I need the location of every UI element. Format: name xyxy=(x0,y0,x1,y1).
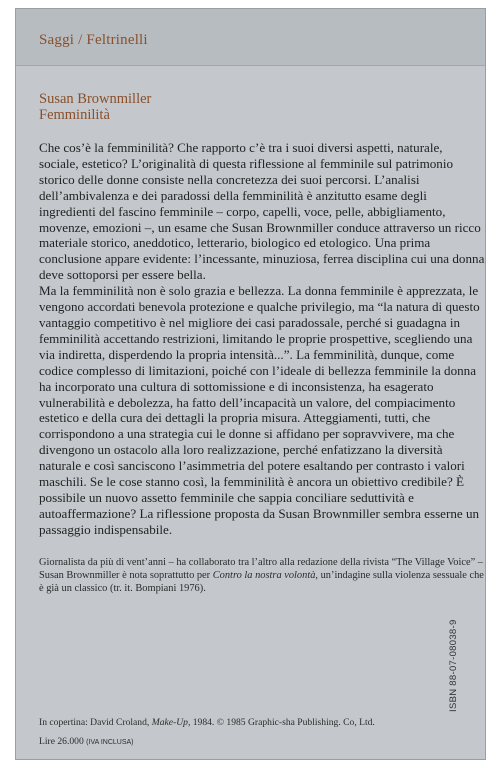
price-value: Lire 26.000 xyxy=(39,736,84,747)
book-title: Femminilità xyxy=(39,107,110,123)
bio-work-title: Contro la nostra volontà xyxy=(212,570,316,581)
series-label: Saggi / Feltrinelli xyxy=(39,32,148,48)
book-back-cover xyxy=(15,8,486,760)
cover-credit xyxy=(39,717,375,728)
isbn: ISBN 88-07-08038-9 xyxy=(448,619,459,712)
book-description xyxy=(39,140,485,538)
author-bio xyxy=(39,556,491,595)
credit-artwork-title: Make-Up xyxy=(151,717,188,728)
series-band xyxy=(16,9,485,66)
bio-text-2: , un’indagine sulla violenza sessuale che è già un classico (tr. it. Bompiani 1976). xyxy=(39,570,484,594)
credit-suffix: , 1984. © 1985 Graphic-sha Publishing. Co, Ltd. xyxy=(187,717,375,728)
price xyxy=(39,736,134,747)
price-vat-note: (IVA INCLUSA) xyxy=(86,739,134,746)
author-name: Susan Brownmiller xyxy=(39,91,152,107)
bio-text-1: Giornalista da più di vent’anni – ha collaborato tra l’altro alla redazione della rivista “The Village Voice” – Susan Brownmiller è nota soprattutto per xyxy=(39,557,483,581)
description-paragraph-2: Ma la femminilità non è solo grazia e bellezza. La donna femminile è apprezzata, le vengono accordati benevola protezione e qualche privilegio, ma “la natura di questo vantaggio competitivo è nel migliore dei casi paradossale, perché si guadagna in femminilità accettando restrizioni, limitando le proprie prospettive, scegliendo una via indiretta, disperdendo la propria intensità...”. La femminilità, dunque, come codice complesso di limitazioni, poiché con l’ideale di bellezza femminile la donna ha incorporato una cultura di sottomissione e di inconsistenza, ha esagerato vulnerabilità e debolezza, ha fatto dell’incapacità un valore, del compiacimento estetico e della cura dei dettagli la propria misura. Atteggiamenti, tutti, che corrispondono a una strategia cui le donne si affidano per sopravvivere, ma che divengono un ostacolo alla loro realizzazione, perché enfatizzano la diversità naturale e così sanciscono l’asimmetria del potere esaltando per contrasto i valori maschili. Se le cose stanno così, la femminilità è ancora un obiettivo credibile? È possibile un nuovo assetto femminile che sappia conciliare seduttività e autoaffermazione? La riflessione proposta da Susan Brownmiller sembra esserne un passaggio indispensabile. xyxy=(39,283,480,537)
description-paragraph-1: Che cos’è la femminilità? Che rapporto c’è tra i suoi diversi aspetti, naturale, sociale, estetico? L’originalità di questa riflessione al femminile sul patrimonio storico delle donne consiste nella concretezza dei suoi percorsi. L’analisi dell’ambivalenza e dei paradossi della femminilità è anzitutto esame degli ingredienti del fascino femminile – corpo, capelli, voce, pelle, abbigliamento, movenze, emozioni –, un esame che Susan Brownmiller conduce attraverso un ricco materiale storico, aneddotico, letterario, biologico ed etologico. Una prima conclusione appare evidente: l’incessante, minuziosa, ferrea disciplina cui una donna deve sottoporsi per essere bella. xyxy=(39,140,485,283)
credit-prefix: In copertina: David Croland, xyxy=(39,717,152,728)
